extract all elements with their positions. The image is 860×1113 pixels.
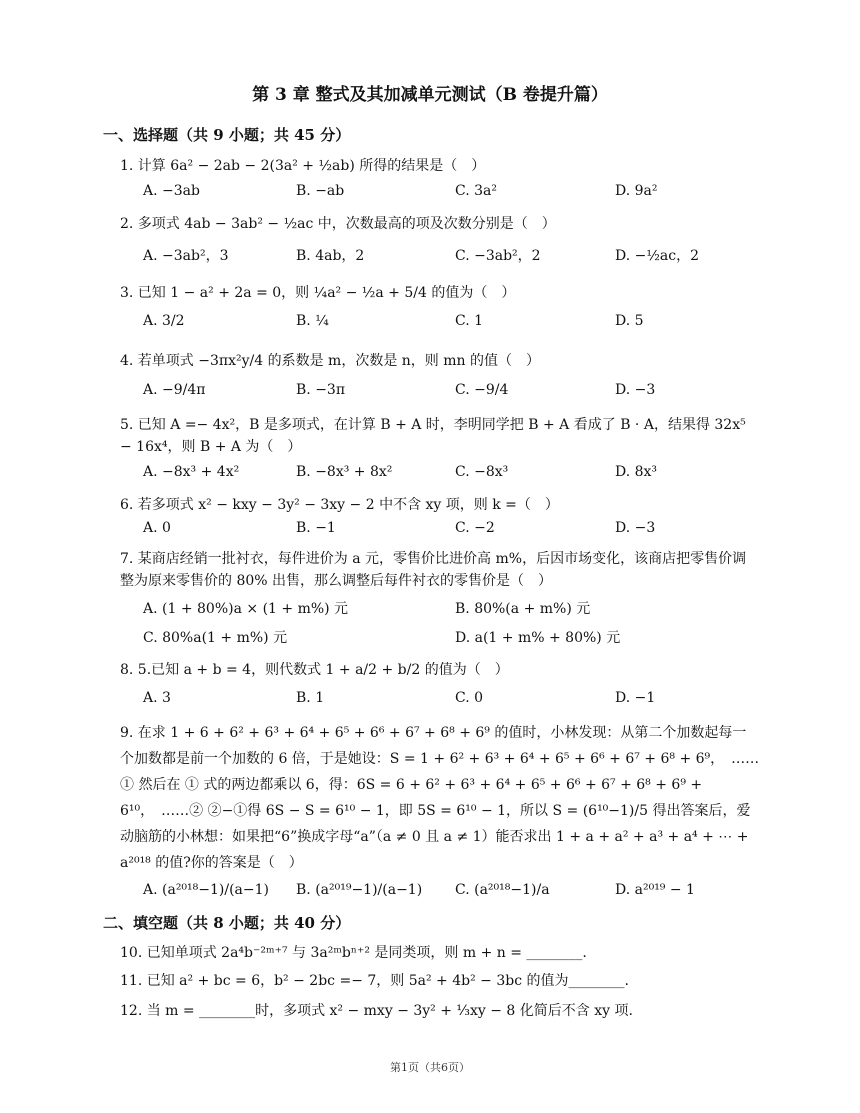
option-a: A. −3ab²，3 — [143, 248, 229, 264]
option-b: B. −ab — [296, 183, 345, 199]
option-d: D. a²⁰¹⁹ − 1 — [615, 882, 695, 898]
option-c: C. 1 — [455, 313, 484, 329]
option-a: A. 3 — [143, 690, 171, 706]
question-11: 11. 已知 a² + bc = 6，b² − 2bc =− 7，则 5a² + 4b² − 3bc 的值为________. — [120, 973, 629, 989]
question-9-options — [143, 882, 763, 904]
question-4: 4. 若单项式 −3πx²y/4 的系数是 m，次数是 n，则 mn 的值（ ） — [120, 353, 540, 369]
page-footer: 第1页（共6页） — [390, 1061, 470, 1074]
option-a: A. 3/2 — [143, 313, 185, 329]
option-a: A. 0 — [143, 520, 171, 536]
option-c: C. 0 — [455, 690, 484, 706]
option-d: D. 9a² — [615, 183, 658, 199]
option-c: C. −9/4 — [455, 382, 509, 398]
option-b: B. 4ab，2 — [296, 248, 365, 264]
question-10: 10. 已知单项式 2a⁴b⁻²ᵐ⁺⁷ 与 3a²ᵐbⁿ⁺² 是同类项，则 m + n = ________. — [120, 945, 587, 961]
page-title: 第 3 章 整式及其加减单元测试（B 卷提升篇） — [252, 85, 608, 105]
option-d: D. a(1 + m% + 80%) 元 — [455, 630, 621, 646]
question-8-options — [143, 690, 763, 712]
question-3: 3. 已知 1 − a² + 2a = 0，则 ¼a² − ½a + 5/4 的值为（ ） — [120, 285, 516, 301]
question-1: 1. 计算 6a² − 2ab − 2(3a² + ½ab) 所得的结果是（ ） — [120, 158, 486, 174]
option-c: C. 3a² — [455, 183, 497, 199]
question-6-options — [143, 520, 763, 542]
question-7: 7. 某商店经销一批衬衣，每件进价为 a 元，零售价比进价高 m%，后因市场变化，该商店把零售价调整为原来零售价的 80% 出售，那么调整后每件衬衣的零售价是（ ） — [120, 551, 747, 589]
question-5: 5. 已知 A =− 4x²，B 是多项式，在计算 B + A 时，李明同学把 B + A 看成了 B · A，结果得 32x⁵ − 16x⁴，则 B + A 为（ ） — [120, 417, 746, 455]
option-a: A. (a²⁰¹⁸−1)/(a−1) — [143, 882, 269, 898]
option-d: D. −1 — [615, 690, 656, 706]
option-b: B. −8x³ + 8x² — [296, 464, 393, 480]
option-a: A. −9/4π — [143, 382, 206, 398]
option-c: C. −2 — [455, 520, 495, 536]
question-12: 12. 当 m = ________时，多项式 x² − mxy − 3y² + ⅓xy − 8 化简后不含 xy 项. — [120, 1003, 633, 1019]
question-1-options — [143, 183, 763, 205]
question-2: 2. 多项式 4ab − 3ab² − ½ac 中，次数最高的项及次数分别是（ ） — [120, 216, 556, 232]
question-8: 8. 5.已知 a + b = 4，则代数式 1 + a/2 + b/2 的值为（ ） — [120, 662, 509, 678]
option-a: A. −8x³ + 4x² — [143, 464, 240, 480]
option-b: B. −3π — [296, 382, 346, 398]
option-b: B. ¼ — [296, 313, 329, 329]
section-heading-fill: 二、填空题（共 8 小题；共 40 分） — [103, 914, 351, 932]
question-6: 6. 若多项式 x² − kxy − 3y² − 3xy − 2 中不含 xy 项，则 k =（ ） — [120, 497, 559, 513]
question-9: 9. 在求 1 + 6 + 6² + 6³ + 6⁴ + 6⁵ + 6⁶ + 6⁷ + 6⁸ + 6⁹ 的值时，小林发现：从第二个加数起每一个加数都是前一个加数的 6 倍，于是她设：S = 1 + 6² + 6³ + 6⁴ + 6⁵ + 6⁶ + 6⁷ + 6⁸ + 6⁹， ……① 然后在 ① 式的两边都乘以 6，得：6S = 6 + 6² + 6³ + 6⁴ + 6⁵ + 6⁶ + 6⁷ + 6⁸ + 6⁹ + 6¹⁰， ……② ②−①得 6S − S = 6¹⁰ − 1，即 5S = 6¹⁰ − 1，所以 S = (6¹⁰−1)/5 得出答案后，爱动脑筋的小林想：如果把“6”换成字母“a”（a ≠ 0 且 a ≠ 1）能否求出 1 + a + a² + a³ + a⁴ + ⋯ + a²⁰¹⁸ 的值?你的答案是（ ） — [120, 725, 760, 871]
question-5-options — [143, 464, 763, 486]
option-c: C. −3ab²，2 — [455, 248, 541, 264]
option-b: B. (a²⁰¹⁹−1)/(a−1) — [296, 882, 423, 898]
option-c: C. −8x³ — [455, 464, 509, 480]
question-3-options — [143, 313, 763, 335]
option-c: C. 80%a(1 + m%) 元 — [143, 630, 288, 646]
option-c: C. (a²⁰¹⁸−1)/a — [455, 882, 550, 898]
option-d: D. −3 — [615, 520, 656, 536]
option-b: B. 80%(a + m%) 元 — [455, 601, 591, 617]
option-d: D. −½ac，2 — [615, 248, 700, 264]
question-7-options-row2 — [143, 627, 763, 649]
question-4-options — [143, 382, 763, 404]
option-a: A. (1 + 80%)a × (1 + m%) 元 — [143, 601, 349, 617]
option-d: D. 8x³ — [615, 464, 658, 480]
option-a: A. −3ab — [143, 183, 200, 199]
option-b: B. 1 — [296, 690, 325, 706]
section-heading-choice: 一、选择题（共 9 小题；共 45 分） — [103, 126, 351, 144]
option-d: D. 5 — [615, 313, 644, 329]
question-2-options — [143, 245, 763, 267]
question-7-options-row1 — [143, 598, 763, 620]
option-b: B. −1 — [296, 520, 336, 536]
option-d: D. −3 — [615, 382, 656, 398]
